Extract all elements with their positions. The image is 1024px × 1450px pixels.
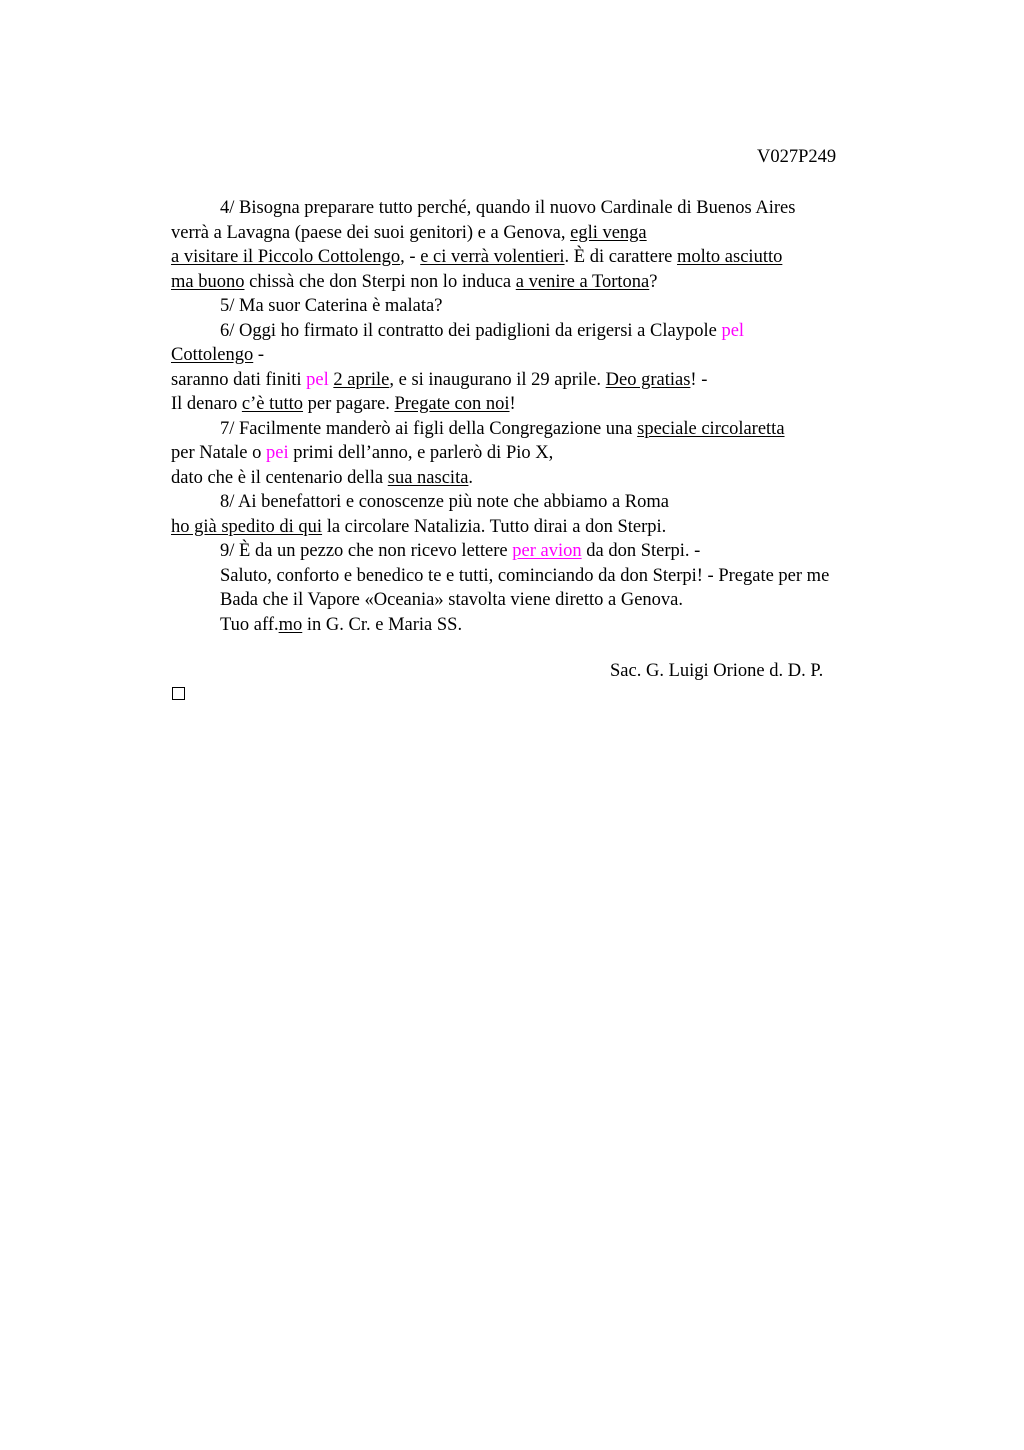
text-run: 5/ Ma suor Caterina è malata? [220, 296, 443, 316]
underlined-run: speciale circolaretta [637, 418, 785, 439]
text-run: in G. Cr. e Maria SS. [302, 614, 463, 635]
text-line [171, 221, 951, 246]
underlined-run: ma buono [171, 271, 245, 292]
text-line [171, 245, 951, 270]
text-run: saranno dati finiti [171, 369, 307, 390]
text-line [171, 343, 951, 368]
underlined-run: a visitare il Piccolo Cottolengo [171, 247, 401, 267]
underlined-run: molto asciutto [677, 247, 783, 267]
text-run: dato che è il centenario della [171, 467, 388, 488]
text-line [171, 441, 951, 466]
text-run: Il denaro [171, 394, 242, 414]
text-run: 9/ È da un pezzo che non ricevo lettere [220, 541, 513, 561]
text-run: Tuo aff. [220, 614, 279, 635]
page-code: V027P249 [757, 147, 837, 167]
checkbox-square-icon [172, 687, 185, 700]
underlined-run: Deo gratias [605, 369, 691, 390]
text-line [171, 270, 951, 295]
underlined-run: Cottolengo [171, 345, 254, 365]
text-run: , e si inaugurano il 29 aprile. [389, 369, 606, 390]
text-run: Saluto, conforto e benedico te e tutti, cominciando da don Sterpi! - Pregate per me [220, 565, 830, 586]
text-line [171, 466, 951, 491]
underlined-run: a venire a Tortona [515, 271, 650, 292]
underlined-run: Pregate con noi [394, 394, 510, 414]
text-run: , - [400, 247, 421, 267]
text-line [171, 368, 951, 393]
underlined-run: ho già spedito di qui [171, 516, 323, 537]
underlined-run: sua nascita [387, 467, 469, 488]
letter-body [171, 196, 951, 637]
text-line [171, 196, 951, 221]
text-line [171, 539, 951, 564]
text-run: primi dell’anno, e parlerò di Pio X, [288, 443, 554, 463]
text-run: 7/ Facilmente manderò ai figli della Congregazione una [220, 418, 638, 439]
text-run: 8/ Ai benefattori e conoscenze più note che abbiamo a Roma [220, 492, 669, 512]
text-run: - [253, 345, 265, 365]
text-run: 4/ Bisogna preparare tutto perché, quando il nuovo Cardinale di Buenos Aires [220, 198, 796, 218]
underlined-run: e ci verrà volentieri [420, 247, 565, 267]
text-line [171, 392, 951, 417]
highlighted-run: pei [266, 443, 289, 463]
text-line [171, 294, 951, 319]
text-run: verrà a Lavagna (paese dei suoi genitori) e a Genova, [171, 222, 571, 243]
text-line [171, 564, 951, 589]
highlighted-underlined-run: per avion [512, 541, 582, 561]
underlined-run: mo [278, 614, 303, 635]
text-run: da don Sterpi. - [581, 541, 701, 561]
underlined-run: c’è tutto [241, 394, 304, 414]
text-run: ? [649, 271, 658, 292]
text-line [171, 490, 951, 515]
text-run: Bada che il Vapore «Oceania» stavolta viene diretto a Genova. [220, 590, 684, 610]
text-run: chissà che don Sterpi non lo induca [244, 271, 516, 292]
text-run: per Natale o [171, 443, 267, 463]
text-line [171, 588, 951, 613]
text-run: la circolare Natalizia. Tutto dirai a don Sterpi. [322, 516, 667, 537]
text-line [171, 319, 951, 344]
text-run: . [468, 467, 474, 488]
text-run: per pagare. [303, 394, 395, 414]
signature: Sac. G. Luigi Orione d. D. P. [610, 661, 824, 681]
text-line [171, 417, 951, 442]
highlighted-run: pel [306, 369, 329, 390]
text-run: ! - [690, 369, 708, 390]
text-line [171, 515, 951, 540]
text-run: 6/ Oggi ho firmato il contratto dei padiglioni da erigersi a Claypole [220, 320, 722, 341]
highlighted-run: pel [721, 320, 745, 341]
text-run: ! [509, 394, 516, 414]
underlined-run: egli venga [570, 222, 647, 243]
text-line [171, 613, 951, 638]
underlined-run: 2 aprile [333, 369, 390, 390]
text-run: . È di carattere [564, 247, 678, 267]
